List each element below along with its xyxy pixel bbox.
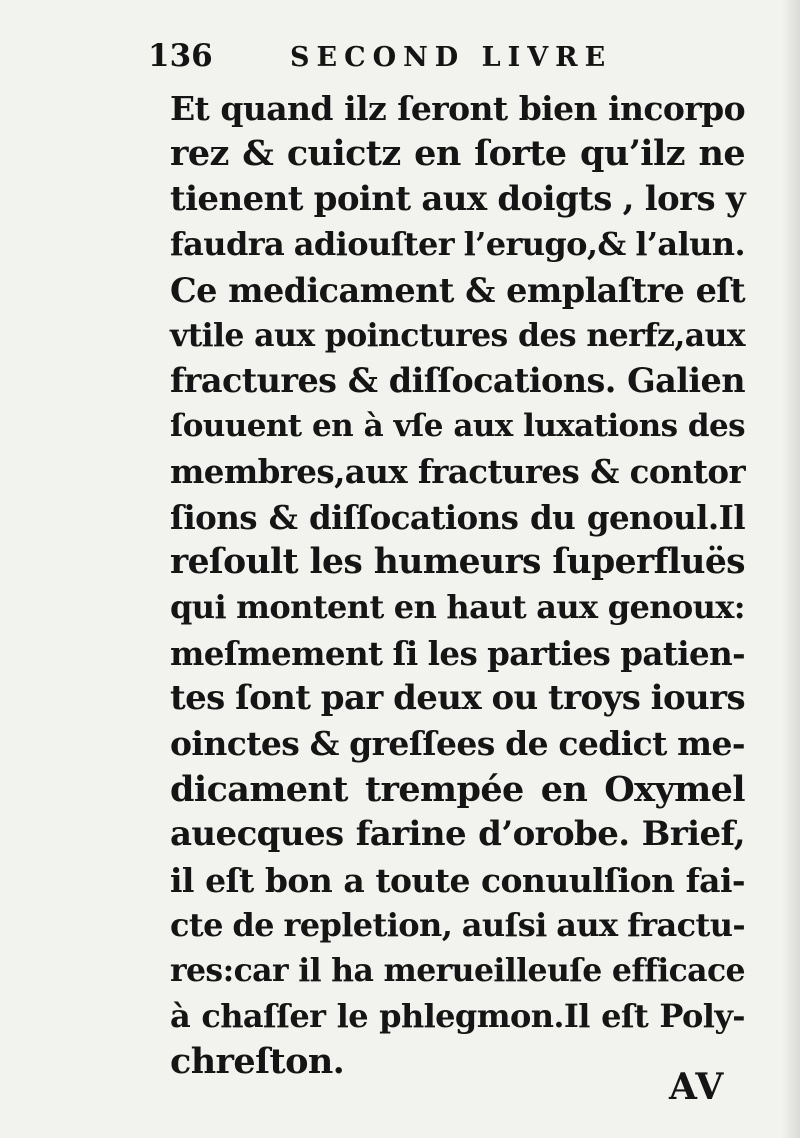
text-line: tienent point aux doigts , lors y (170, 178, 745, 219)
text-line: meſmement ſi les parties patien- (170, 633, 745, 673)
text-line: ſions & diſſocations du genoul.Il (170, 497, 745, 537)
text-line: auecques farine d’orobe. Brief, (170, 814, 745, 855)
body-text (170, 86, 745, 1085)
text-line: rez & cuictz en ſorte qu’ilz ne (170, 133, 745, 175)
page-number: 136 (148, 38, 213, 74)
text-line: res:car il ha merueilleuſe efficace (170, 952, 745, 990)
text-line: membres,aux fractures & contor (170, 452, 745, 492)
catchword: AV (669, 1066, 725, 1108)
text-line: cte de repletion, auſsi aux fractu- (170, 906, 746, 945)
text-line: il eſt bon a toute conuulſion fai- (170, 860, 745, 900)
running-head: SECOND LIVRE (290, 42, 613, 73)
text-line: oinctes & greſſees de cedict me- (170, 724, 745, 764)
page-edge-shadow (782, 0, 800, 1138)
text-line: faudra adiouſter l’erugo,& l’alun. (170, 225, 745, 264)
text-line: chreſton. (170, 1041, 345, 1083)
page-header (148, 38, 708, 78)
text-line: vtile aux poinctures des nerfz,aux (170, 316, 745, 354)
text-line: tes ſont par deux ou troys iours (170, 678, 745, 719)
text-line: à chaſſer le phlegmon.Il eſt Poly- (170, 996, 745, 1035)
text-line: ſouuent en à vſe aux luxations des (170, 407, 745, 444)
text-line: Ce medicament & emplaſtre eſt (170, 270, 745, 310)
text-line: Et quand ilz ſeront bien incorpo (170, 89, 745, 128)
text-line: reſoult les humeurs ſuperfluës (170, 541, 745, 582)
text-line: dicament trempée en Oxymel (170, 768, 745, 810)
text-line: qui montent en haut aux genoux: (170, 588, 745, 627)
text-line: fractures & diſſocations. Galien (170, 361, 745, 401)
